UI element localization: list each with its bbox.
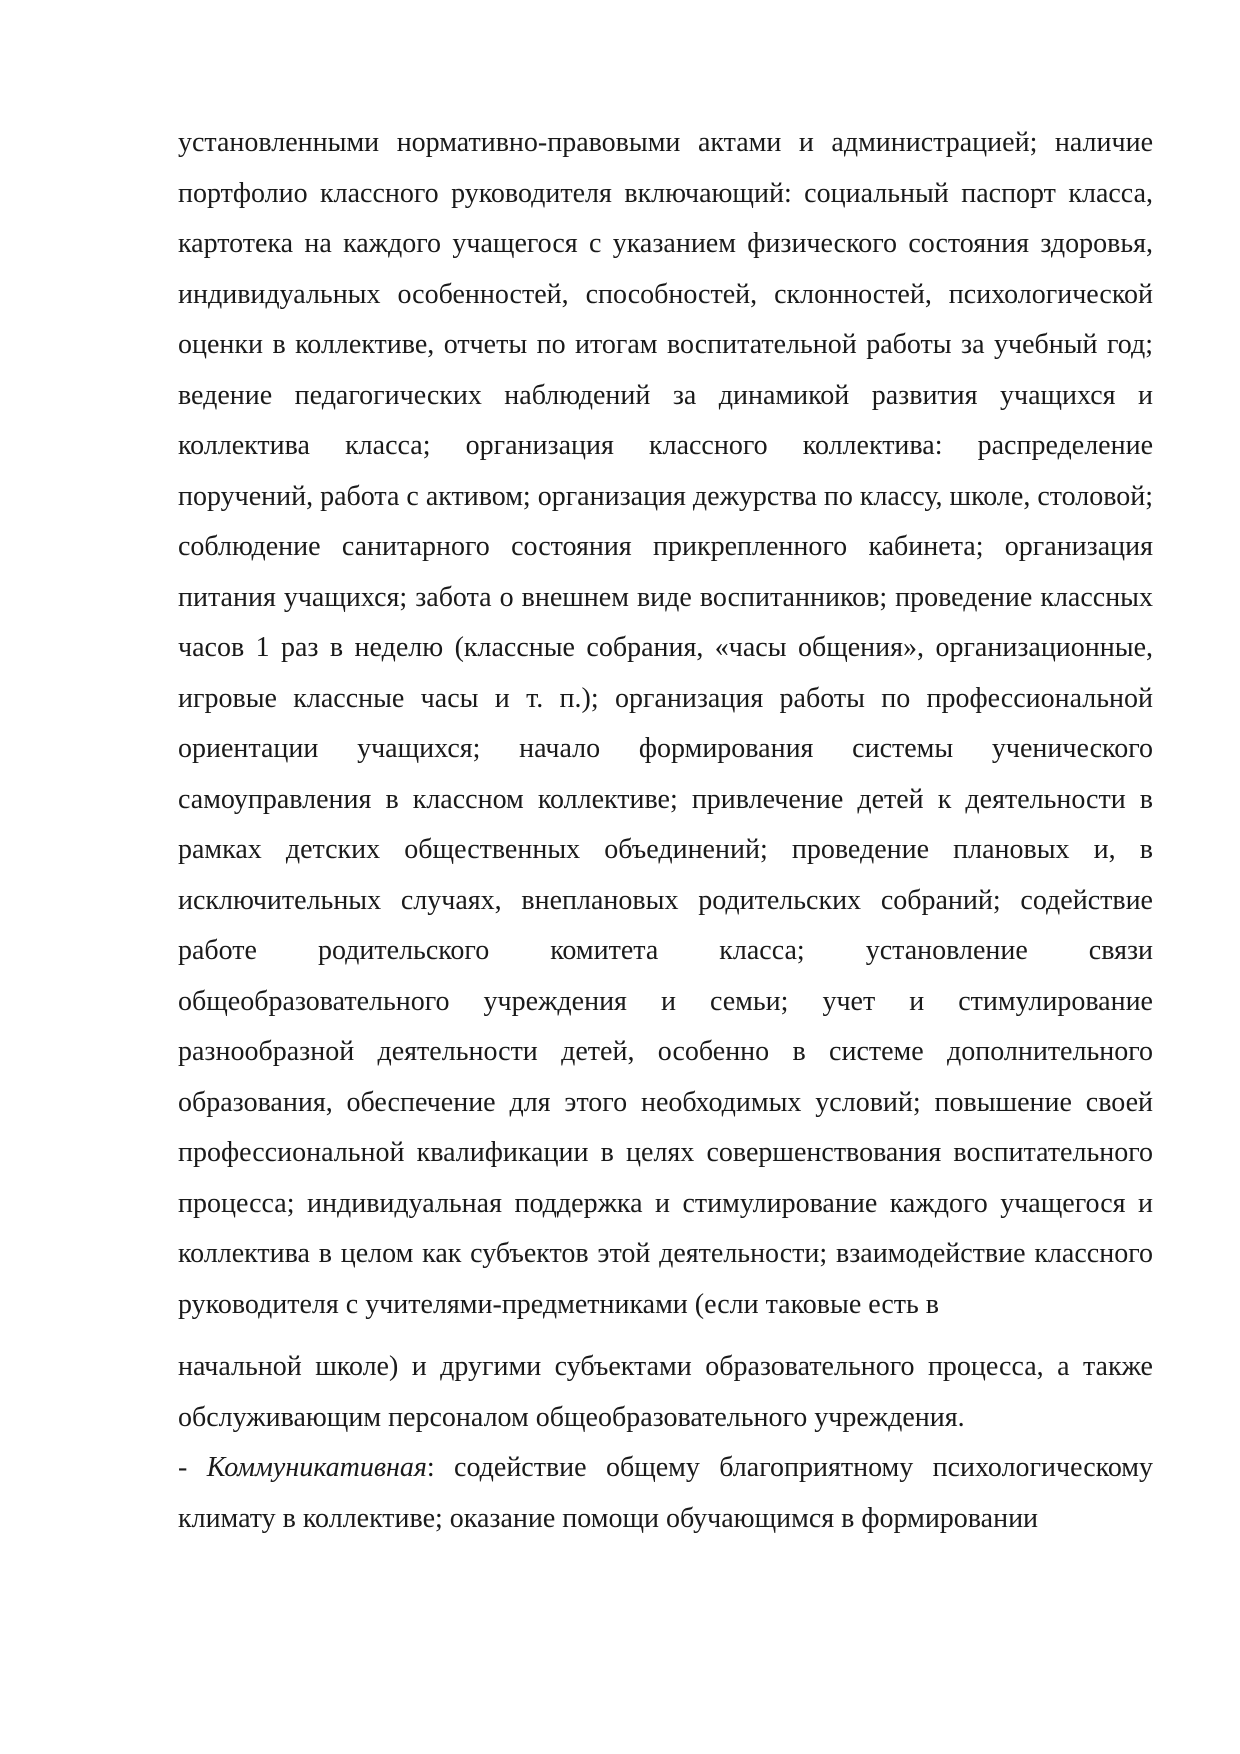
paragraph-main: установленными нормативно-правовыми актами и администрацией; наличие портфолио классного руководителя включающий: социальный паспорт класса, картотека на каждого учащегося с указанием физического состояния здоровья, индивидуальных особенностей, способностей, склонностей, психологической оценки в коллективе, отчеты по итогам воспитательной работы за учебный год; ведение педагогических наблюдений за динамикой развития учащихся и коллектива класса; организация классного коллектива: распределение поручений, работа с активом; организация дежурства по классу, школе, столовой; соблюдение санитарного состояния прикрепленного кабинета; организация питания учащихся; забота о внешнем виде воспитанников; проведение классных часов 1 раз в неделю (классные собрания, «часы общения», организационные, игровые классные часы и т. п.); организация работы по профессиональной ориентации учащихся; начало формирования системы ученического самоуправления в классном коллективе; привлечение детей к деятельности в рамках детских общественных объединений; проведение плановых и, в исключительных случаях, внеплановых родительских собраний; содействие работе родительского комитета класса; установление связи общеобразовательного учреждения и семьи; учет и стимулирование разнообразной деятельности детей, особенно в системе дополнительного образования, обеспечение для этого необходимых условий; повышение своей профессиональной квалификации в целях совершенствования воспитательного процесса; индивидуальная поддержка и стимулирование каждого учащегося и коллектива в целом как субъектов этой деятельности; взаимодействие классного руководителя с учителями-предметниками (если таковые есть в <box>178 127 1154 1320</box>
line-gap <box>178 1330 1153 1342</box>
document-body <box>178 118 1153 1544</box>
term-communicative: Коммуникативная <box>206 1452 427 1483</box>
paragraph-communicative <box>178 1443 1153 1544</box>
communicative-description: : содействие общему благоприятному психологическому климату в коллективе; оказание помощи обучающимся в формировании <box>178 1452 1154 1534</box>
list-dash: - <box>178 1452 207 1483</box>
paragraph-continuation: начальной школе) и другими субъектами образовательного процесса, а также обслуживающим персоналом общеобразовательного учреждения. <box>178 1351 1153 1433</box>
